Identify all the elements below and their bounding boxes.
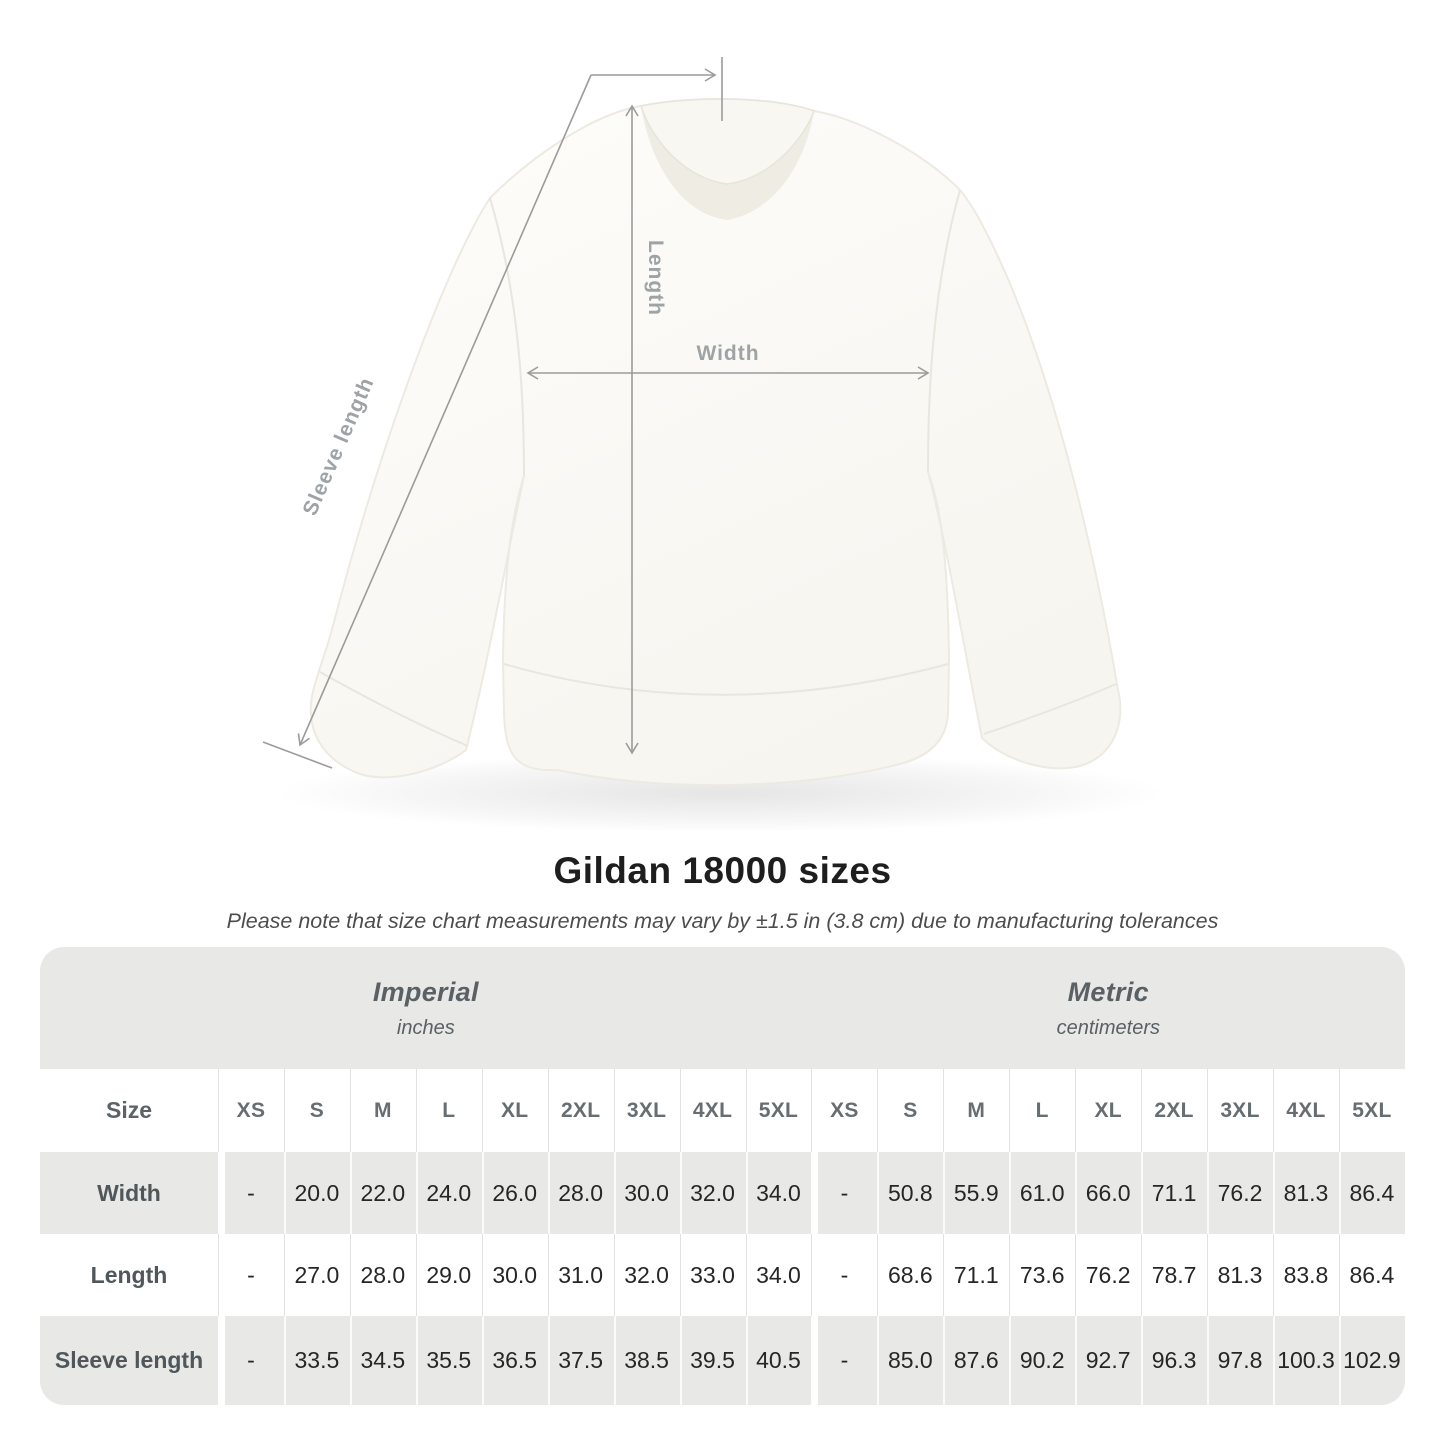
size-cell: 4XL bbox=[1273, 1069, 1339, 1152]
length-measure-label: Length bbox=[644, 240, 667, 316]
value-cell: 24.0 bbox=[416, 1152, 482, 1234]
value-cell: 86.4 bbox=[1339, 1152, 1405, 1234]
value-cell: 32.0 bbox=[614, 1234, 680, 1316]
value-cell: - bbox=[218, 1152, 284, 1234]
size-cell: 2XL bbox=[548, 1069, 614, 1152]
row-label: Width bbox=[97, 1179, 161, 1206]
size-table bbox=[40, 947, 1405, 1405]
value-cell: 34.0 bbox=[746, 1234, 812, 1316]
size-cell: L bbox=[416, 1069, 482, 1152]
size-cell: M bbox=[943, 1069, 1009, 1152]
size-cell: L bbox=[1009, 1069, 1075, 1152]
value-cell: 50.8 bbox=[877, 1152, 943, 1234]
value-cell: 90.2 bbox=[1009, 1316, 1075, 1405]
imperial-unit: inches bbox=[396, 1016, 455, 1039]
unit-header-band bbox=[40, 947, 1405, 1069]
size-cell: S bbox=[877, 1069, 943, 1152]
row-label: Sleeve length bbox=[54, 1347, 204, 1373]
size-cell: XS bbox=[811, 1069, 877, 1152]
size-cell: M bbox=[350, 1069, 416, 1152]
width-row bbox=[40, 1152, 1405, 1234]
value-cell: 61.0 bbox=[1009, 1152, 1075, 1234]
value-cell: - bbox=[218, 1234, 284, 1316]
metric-header bbox=[812, 947, 1405, 1069]
value-cell: - bbox=[811, 1152, 877, 1234]
value-cell: 85.0 bbox=[877, 1316, 943, 1405]
value-cell: 55.9 bbox=[943, 1152, 1009, 1234]
value-cell: 36.5 bbox=[482, 1316, 548, 1405]
value-cell: 40.5 bbox=[746, 1316, 812, 1405]
value-cell: 78.7 bbox=[1141, 1234, 1207, 1316]
value-cell: 22.0 bbox=[350, 1152, 416, 1234]
value-cell: 76.2 bbox=[1207, 1152, 1273, 1234]
value-cell: 97.8 bbox=[1207, 1316, 1273, 1405]
value-cell: - bbox=[811, 1234, 877, 1316]
page-title: Gildan 18000 sizes bbox=[553, 850, 892, 891]
metric-name: Metric bbox=[1067, 976, 1149, 1007]
imperial-header bbox=[40, 947, 812, 1069]
value-cell: 28.0 bbox=[350, 1234, 416, 1316]
value-cell: 29.0 bbox=[416, 1234, 482, 1316]
value-cell: - bbox=[811, 1316, 877, 1405]
value-cell: 38.5 bbox=[614, 1316, 680, 1405]
value-cell: 92.7 bbox=[1075, 1316, 1141, 1405]
value-cell: 39.5 bbox=[680, 1316, 746, 1405]
size-header-label: Size bbox=[105, 1097, 153, 1123]
value-cell: - bbox=[218, 1316, 284, 1405]
value-cell: 96.3 bbox=[1141, 1316, 1207, 1405]
size-cell: XL bbox=[1075, 1069, 1141, 1152]
value-cell: 35.5 bbox=[416, 1316, 482, 1405]
value-cell: 81.3 bbox=[1207, 1234, 1273, 1316]
value-cell: 87.6 bbox=[943, 1316, 1009, 1405]
value-cell: 26.0 bbox=[482, 1152, 548, 1234]
value-cell: 33.5 bbox=[284, 1316, 350, 1405]
size-cell: 4XL bbox=[680, 1069, 746, 1152]
size-cell: 3XL bbox=[1207, 1069, 1273, 1152]
value-cell: 102.9 bbox=[1339, 1316, 1405, 1405]
row-label: Length bbox=[90, 1261, 168, 1288]
size-cell: 2XL bbox=[1141, 1069, 1207, 1152]
size-cell: 3XL bbox=[614, 1069, 680, 1152]
value-cell: 86.4 bbox=[1339, 1234, 1405, 1316]
value-cell: 100.3 bbox=[1273, 1316, 1339, 1405]
size-cell: 5XL bbox=[746, 1069, 812, 1152]
metric-unit: centimeters bbox=[1056, 1016, 1160, 1039]
value-cell: 71.1 bbox=[1141, 1152, 1207, 1234]
size-header-row bbox=[40, 1069, 1405, 1152]
value-cell: 34.0 bbox=[746, 1152, 812, 1234]
value-cell: 33.0 bbox=[680, 1234, 746, 1316]
width-measure-label: Width bbox=[696, 342, 760, 365]
value-cell: 83.8 bbox=[1273, 1234, 1339, 1316]
size-cell: XL bbox=[482, 1069, 548, 1152]
value-cell: 27.0 bbox=[284, 1234, 350, 1316]
tolerance-note: Please note that size chart measurements may vary by ±1.5 in (3.8 cm) due to manufacturing tolerances bbox=[226, 909, 1219, 933]
value-cell: 30.0 bbox=[482, 1234, 548, 1316]
value-cell: 31.0 bbox=[548, 1234, 614, 1316]
sleeve-length-row bbox=[40, 1316, 1405, 1405]
value-cell: 73.6 bbox=[1009, 1234, 1075, 1316]
value-cell: 37.5 bbox=[548, 1316, 614, 1405]
length-row bbox=[40, 1234, 1405, 1316]
value-cell: 76.2 bbox=[1075, 1234, 1141, 1316]
size-cell: XS bbox=[218, 1069, 284, 1152]
value-cell: 32.0 bbox=[680, 1152, 746, 1234]
imperial-name: Imperial bbox=[372, 976, 479, 1007]
value-cell: 68.6 bbox=[877, 1234, 943, 1316]
value-cell: 81.3 bbox=[1273, 1152, 1339, 1234]
sleeve-measure-label: Sleeve length bbox=[298, 373, 379, 519]
size-cell: 5XL bbox=[1339, 1069, 1405, 1152]
size-cell: S bbox=[284, 1069, 350, 1152]
value-cell: 20.0 bbox=[284, 1152, 350, 1234]
value-cell: 66.0 bbox=[1075, 1152, 1141, 1234]
value-cell: 28.0 bbox=[548, 1152, 614, 1234]
value-cell: 34.5 bbox=[350, 1316, 416, 1405]
value-cell: 30.0 bbox=[614, 1152, 680, 1234]
value-cell: 71.1 bbox=[943, 1234, 1009, 1316]
